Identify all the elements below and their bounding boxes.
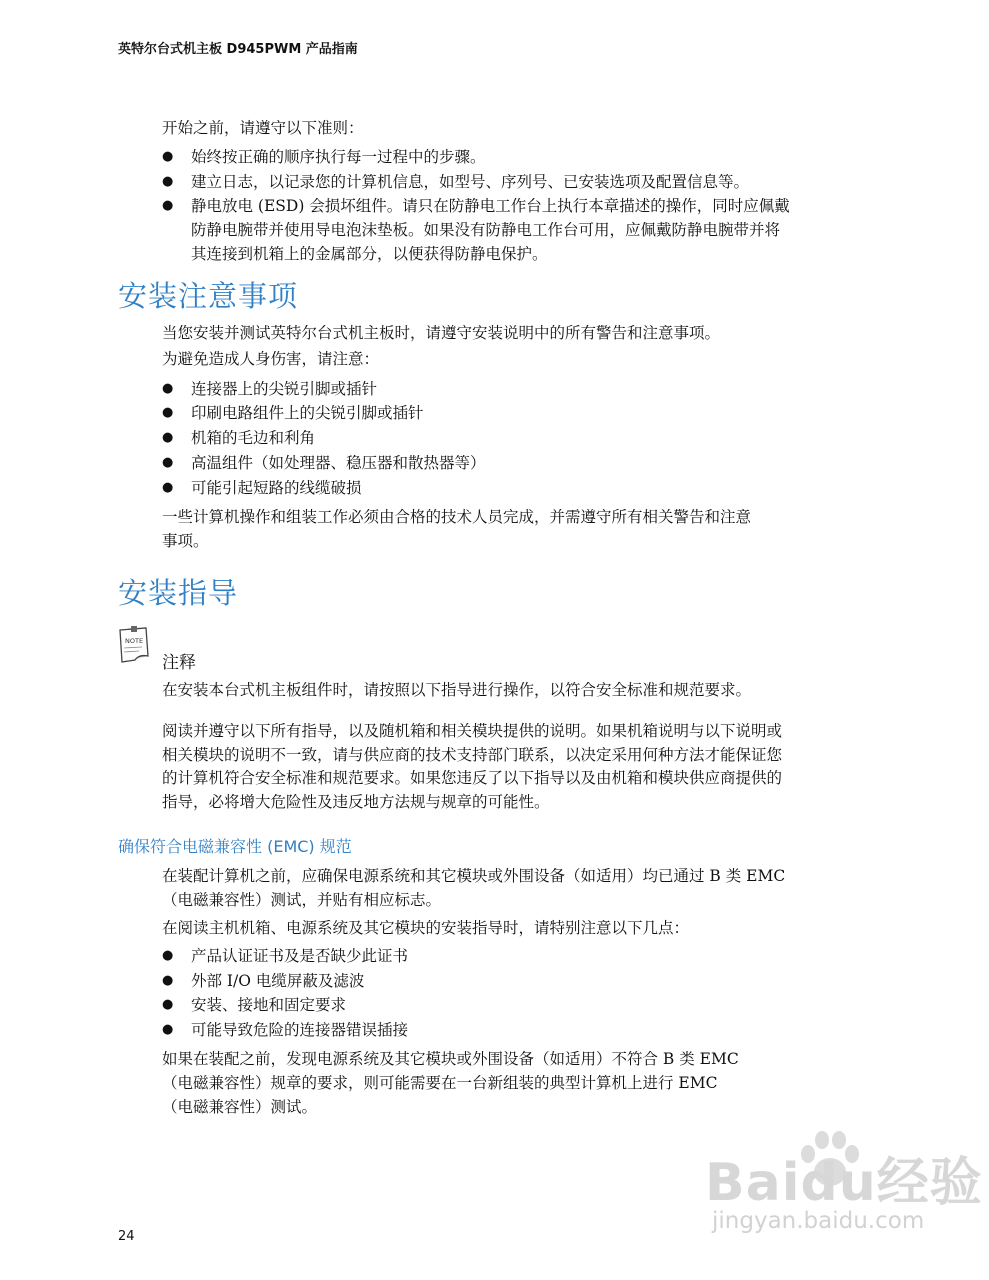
section3-paragraph: （电磁兼容性）规章的要求，则可能需要在一台新组装的典型计算机上进行 EMC [162,1074,718,1092]
watermark-brand: Baidu经验 [705,1153,983,1213]
intro-lead: 开始之前，请遵守以下准则： [162,119,364,137]
bullet-icon: ● [162,973,174,988]
bullet-icon: ● [162,455,174,470]
bullet-icon: ● [162,198,174,213]
section3-paragraph: （电磁兼容性）测试，并贴有相应标志。 [162,891,442,909]
section2-paragraph: 指导，必将增大危险性及违反地方法规与规章的可能性。 [162,793,550,811]
bullet-icon: ● [162,1022,174,1037]
bullet-icon: ● [162,149,174,164]
page-header-title: 英特尔台式机主板 D945PWM 产品指南 [118,42,358,57]
watermark-url: jingyan.baidu.com [712,1208,925,1234]
section-heading-install-notes: 安装注意事项 [118,279,299,313]
bullet-icon: ● [162,174,174,189]
section3-paragraph: （电磁兼容性）测试。 [162,1098,318,1116]
bullet-icon: ● [162,430,174,445]
note-icon [117,626,151,666]
section1-paragraph: 为避免造成人身伤害，请注意： [162,350,380,368]
section3-paragraph: 在装配计算机之前，应确保电源系统和其它模块或外围设备（如适用）均已通过 B 类 EMC [162,867,786,885]
bullet-icon: ● [162,948,174,963]
note-text: 在安装本台式机主板组件时，请按照以下指导进行操作，以符合安全标准和规范要求。 [162,681,752,699]
section1-paragraph: 当您安装并测试英特尔台式机主板时，请遵守安装说明中的所有警告和注意事项。 [162,324,721,342]
section-heading-install-guide: 安装指导 [118,576,239,610]
bullet-icon: ● [162,405,174,420]
note-title: 注释 [162,653,196,673]
page-number: 24 [118,1229,135,1244]
section2-paragraph: 相关模块的说明不一致，请与供应商的技术支持部门联系，以决定采用何种方法才能保证您 [162,746,783,764]
bullet-icon: ● [162,997,174,1012]
bullet-icon: ● [162,480,174,495]
section2-paragraph: 的计算机符合安全标准和规范要求。如果您违反了以下指导以及由机箱和模块供应商提供的 [162,769,783,787]
section1-paragraph: 一些计算机操作和组装工作必须由合格的技术人员完成，并需遵守所有相关警告和注意 [162,508,752,526]
section3-paragraph: 如果在装配之前，发现电源系统及其它模块或外围设备（如适用）不符合 B 类 EMC [162,1050,739,1068]
esd-line: 其连接到机箱上的金属部分，以便获得防静电保护。 [191,245,548,263]
section3-paragraph: 在阅读主机机箱、电源系统及其它模块的安装指导时，请特别注意以下几点： [162,919,690,937]
section-heading-emc: 确保符合电磁兼容性 (EMC) 规范 [118,837,352,856]
bullet-icon: ● [162,381,174,396]
section1-paragraph: 事项。 [162,532,209,550]
section2-paragraph: 阅读并遵守以下所有指导，以及随机箱和相关模块提供的说明。如果机箱说明与以下说明或 [162,722,783,740]
esd-line: 防静电腕带并使用导电泡沫垫板。如果没有防静电工作台可用，应佩戴防静电腕带并将 [191,221,781,239]
svg-text:NOTE: NOTE [125,637,144,645]
